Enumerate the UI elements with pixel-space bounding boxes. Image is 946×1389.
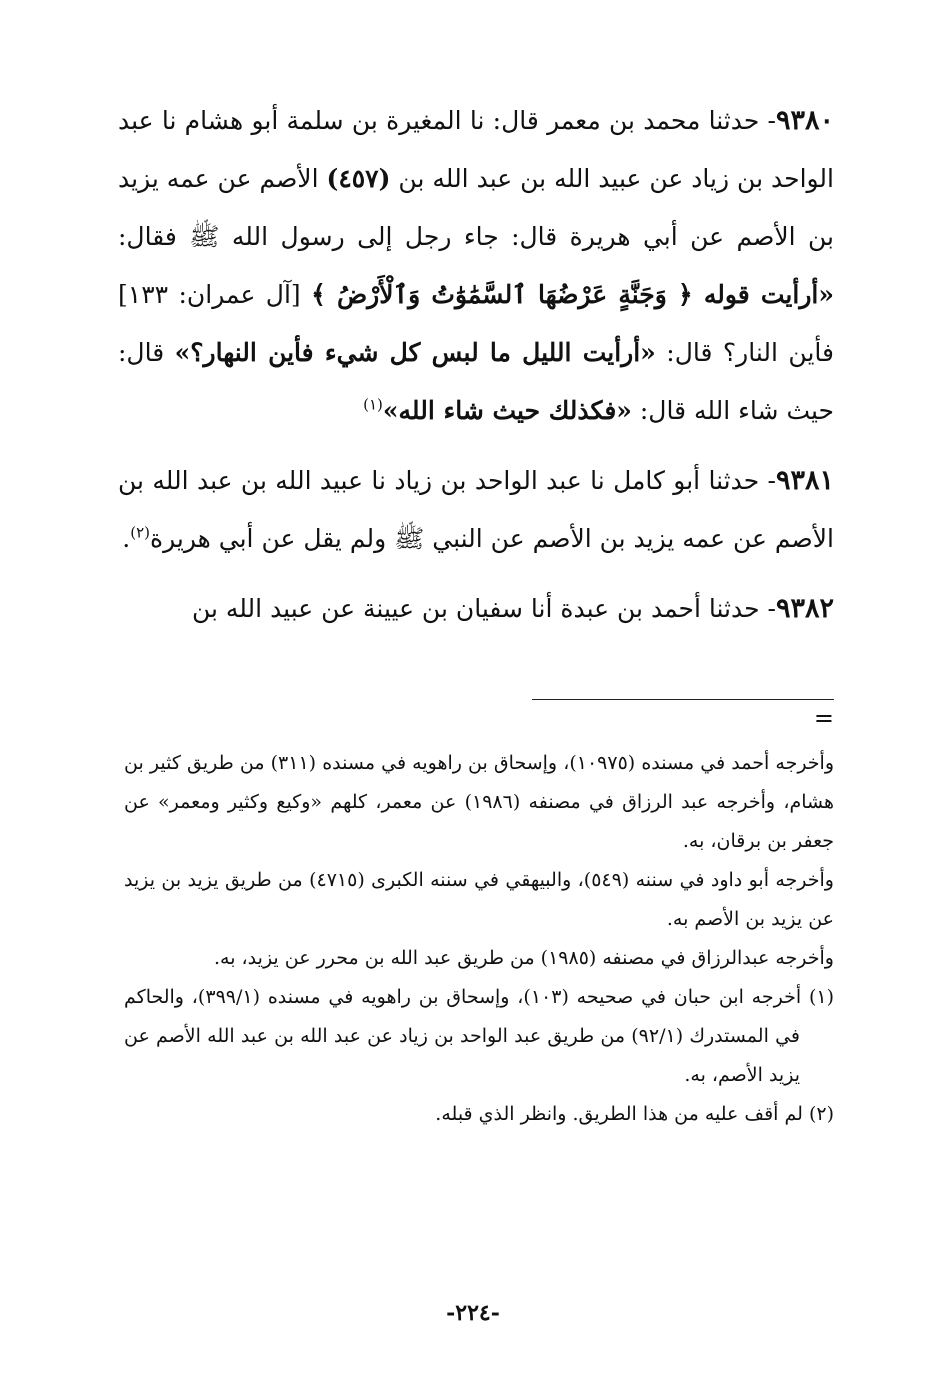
hadith-9382 xyxy=(118,580,834,638)
hadith-number: ٩٣٨١ xyxy=(775,465,834,496)
hadith-9381 xyxy=(118,452,834,568)
continuation-mark: = xyxy=(813,704,834,732)
hadith-9380 xyxy=(118,92,834,440)
hadith-text: الأصم عن عمه يزيد بن الأصم عن أبي هريرة قال: جاء رجل إلى رسول الله ﷺ فقال: xyxy=(118,164,834,251)
quote: «أرأيت الليل ما لبس كل شيء فأين النهار؟» xyxy=(174,338,656,367)
continued-note: وأخرجه أبو داود في سننه (٥٤٩)، والبيهقي في سننه الكبرى (٤٧١٥) من طريق يزيد بن يزيد عن يزيد بن الأصم به. xyxy=(124,869,834,930)
continued-note: وأخرجه أحمد في مسنده (١٠٩٧٥)، وإسحاق بن راهويه في مسنده (٣١١) من طريق كثير بن هشام، وأخرجه عبد الرزاق في مصنفه (١٩٨٦) عن معمر، كلهم «وكيع وكثير ومعمر» عن جعفر بن برقان، به. xyxy=(124,752,835,852)
marker: (٤٥٧) xyxy=(326,164,391,193)
hadith-text: [آل عمران: ١٣٣] فأين النار؟ قال: xyxy=(118,280,834,367)
hadith-number: ٩٣٨٢ xyxy=(775,593,834,624)
hadith-text: - حدثنا أبو كامل نا عبد الواحد بن زياد نا عبيد الله بن عبد الله بن الأصم عن عمه يزيد بن الأصم عن النبي ﷺ ولم يقل عن أبي هريرة xyxy=(118,466,834,553)
footnote-2: (٢) لم أقف عليه من هذا الطريق. وانظر الذي قبله. xyxy=(435,1103,834,1125)
footnote-1: (١) أخرجه ابن حبان في صحيحه (١٠٣)، وإسحاق بن راهويه في مسنده (٣٩٩/١)، والحاكم في المستدرك (٩٢/١) من طريق عبد الواحد بن زياد عن عبد الله بن عبد الله الأصم عن يزيد الأصم، به. xyxy=(124,986,834,1086)
footnote-ref[interactable]: (٢) xyxy=(130,523,150,542)
page-number: -٢٢٤- xyxy=(446,1300,500,1326)
footnote-ref[interactable]: (١) xyxy=(363,395,383,414)
main-text xyxy=(118,92,834,650)
continued-note: وأخرجه عبدالرزاق في مصنفه (١٩٨٥) من طريق عبد الله بن محرر عن يزيد، به. xyxy=(214,947,834,969)
footnotes-section xyxy=(124,744,834,1134)
hadith-text: - حدثنا أحمد بن عبدة أنا سفيان بن عيينة عن عبيد الله بن xyxy=(191,594,776,623)
hadith-text: . xyxy=(122,524,131,553)
hadith-number: ٩٣٨٠ xyxy=(775,105,834,136)
quote: «أرأيت قوله ﴿ وَجَنَّةٍ عَرْضُهَا ٱلسَّمَٰوَٰتُ وَٱلْأَرْضُ ﴾ xyxy=(311,280,834,309)
hadith-text: قال: حيث شاء الله قال: xyxy=(118,338,834,425)
hadith-text: - حدثنا محمد بن معمر قال: نا المغيرة بن سلمة أبو هشام نا عبد الواحد بن زياد عن عبيد الله بن عبد الله بن xyxy=(118,106,834,193)
footnote-separator xyxy=(532,699,834,700)
quote: «فكذلك حيث شاء الله» xyxy=(382,396,632,425)
